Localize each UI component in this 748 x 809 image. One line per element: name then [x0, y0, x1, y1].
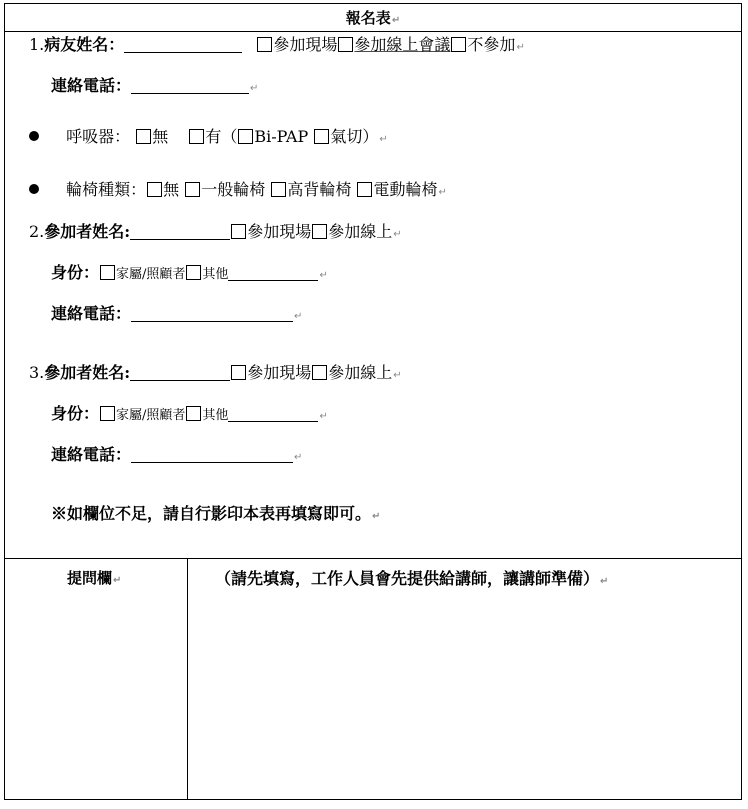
wheelchair-electric-checkbox[interactable]: [357, 182, 372, 197]
wheelchair-high-back-label: 高背輪椅: [287, 180, 352, 199]
participant-3-online-checkbox[interactable]: [312, 365, 327, 380]
patient-name-row: [29, 35, 525, 58]
tracheostomy-label: 氣切）: [330, 127, 379, 146]
participant-3-phone-row: [51, 445, 302, 468]
identity-colon: ：: [83, 404, 100, 423]
patient-not-attend-checkbox[interactable]: [451, 37, 466, 52]
patient-phone-row: [51, 76, 258, 99]
note-text: ※如欄位不足，請自行影印本表再填寫即可。: [51, 504, 372, 523]
identity-family-label: 家屬/照顧者: [116, 408, 186, 423]
participant-2-name-field[interactable]: [130, 239, 230, 240]
registration-form: [4, 3, 742, 800]
identity-family-label: 家屬/照顧者: [116, 267, 186, 282]
question-answer-area[interactable]: [189, 594, 739, 797]
participant-2-onsite-checkbox[interactable]: [231, 224, 246, 239]
participant-num: 3.: [29, 363, 45, 382]
participant-onsite-label: 參加現場: [247, 363, 312, 382]
paragraph-mark: ↵: [393, 229, 402, 240]
identity-other-label: 其他: [202, 267, 229, 282]
wheelchair-none-checkbox[interactable]: [147, 182, 162, 197]
participant-2-other-field[interactable]: [228, 280, 318, 281]
paragraph-mark: ↵: [391, 15, 401, 26]
patient-online-label: 參加線上會議: [354, 35, 451, 54]
paragraph-mark: ↵: [393, 370, 402, 381]
participant-3-other-field[interactable]: [228, 421, 318, 422]
respirator-have-label: 有（: [205, 127, 238, 146]
participant-2-identity-row: [51, 263, 328, 286]
bipap-label: Bi-PAP: [254, 127, 309, 146]
wheelchair-electric-label: 電動輪椅: [373, 180, 438, 199]
respirator-label: 呼吸器：: [66, 127, 131, 146]
participant-3-name-row: [29, 363, 402, 386]
identity-colon: ：: [83, 263, 100, 282]
participant-name-label: 參加者姓名: [44, 222, 125, 241]
paragraph-mark: ↵: [319, 411, 328, 422]
participant-3-other-checkbox[interactable]: [186, 406, 201, 421]
note-row: [51, 504, 380, 527]
paragraph-mark: ↵: [372, 511, 381, 522]
paragraph-mark: ↵: [438, 187, 447, 198]
paragraph-mark: ↵: [379, 134, 388, 145]
patient-not-attend-label: 不參加: [467, 35, 516, 54]
participant-2-phone-field[interactable]: [131, 321, 293, 322]
tracheostomy-checkbox[interactable]: [314, 129, 329, 144]
participant-3-onsite-checkbox[interactable]: [231, 365, 246, 380]
identity-other-label: 其他: [202, 408, 229, 423]
paragraph-mark: ↵: [516, 42, 525, 53]
wheelchair-label: 輪椅種類：: [66, 180, 147, 199]
participant-num: 2.: [29, 222, 45, 241]
participant-name-colon: :: [124, 363, 131, 382]
participant-onsite-label: 參加現場: [247, 222, 312, 241]
participant-phone-label: 連絡電話: [51, 304, 116, 323]
paragraph-mark: ↵: [250, 83, 259, 94]
participant-2-online-checkbox[interactable]: [312, 224, 327, 239]
patient-online-checkbox[interactable]: [338, 37, 353, 52]
paragraph-mark: ↵: [319, 270, 328, 281]
participant-2-family-checkbox[interactable]: [100, 265, 115, 280]
patient-name-field[interactable]: [124, 52, 242, 53]
participant-2-phone-row: [51, 304, 302, 327]
respirator-none-checkbox[interactable]: [136, 129, 151, 144]
identity-label: 身份: [51, 404, 84, 423]
bullet-icon: [29, 184, 39, 194]
respirator-row: [29, 127, 388, 150]
question-hint: （請先填寫，工作人員會先提供給講師，讓講師準備）: [215, 569, 600, 588]
patient-phone-label: 連絡電話: [51, 76, 116, 95]
participant-3-family-checkbox[interactable]: [100, 406, 115, 421]
identity-label: 身份: [51, 263, 84, 282]
wheelchair-general-label: 一般輪椅: [201, 180, 266, 199]
patient-name-colon: ：: [108, 35, 125, 54]
participant-name-colon: :: [124, 222, 131, 241]
participant-phone-colon: ：: [115, 304, 132, 323]
patient-phone-colon: ：: [115, 76, 132, 95]
bipap-checkbox[interactable]: [238, 129, 253, 144]
form-title-wrap: [5, 8, 741, 31]
participant-phone-label: 連絡電話: [51, 445, 116, 464]
form-title: 報名表: [345, 9, 391, 27]
participant-3-identity-row: [51, 404, 328, 427]
patient-phone-field[interactable]: [131, 93, 249, 94]
participant-2-other-checkbox[interactable]: [186, 265, 201, 280]
question-hint-cell: [215, 569, 608, 592]
wheelchair-high-back-checkbox[interactable]: [271, 182, 286, 197]
participant-online-label: 參加線上: [328, 363, 393, 382]
wheelchair-general-checkbox[interactable]: [185, 182, 200, 197]
participant-name-label: 參加者姓名: [44, 363, 125, 382]
paragraph-mark: ↵: [294, 311, 303, 322]
participant-2-name-row: [29, 222, 402, 245]
respirator-none-label: 無: [152, 127, 169, 146]
patient-num: 1.: [29, 35, 45, 54]
title-divider: [5, 31, 741, 32]
wheelchair-row: [29, 180, 447, 203]
question-divider: [5, 558, 741, 559]
question-column-divider: [187, 558, 188, 799]
paragraph-mark: ↵: [294, 452, 303, 463]
patient-onsite-label: 參加現場: [273, 35, 338, 54]
paragraph-mark: ↵: [600, 576, 609, 587]
participant-online-label: 參加線上: [328, 222, 393, 241]
wheelchair-none-label: 無: [163, 180, 180, 199]
participant-3-name-field[interactable]: [130, 380, 230, 381]
patient-name-label: 病友姓名: [44, 35, 109, 54]
question-label: 提問欄: [67, 569, 113, 587]
question-label-cell: [67, 568, 121, 591]
bullet-icon: [29, 131, 39, 141]
participant-3-phone-field[interactable]: [131, 462, 293, 463]
patient-onsite-checkbox[interactable]: [257, 37, 272, 52]
paragraph-mark: ↵: [113, 575, 122, 586]
participant-phone-colon: ：: [115, 445, 132, 464]
respirator-have-checkbox[interactable]: [189, 129, 204, 144]
